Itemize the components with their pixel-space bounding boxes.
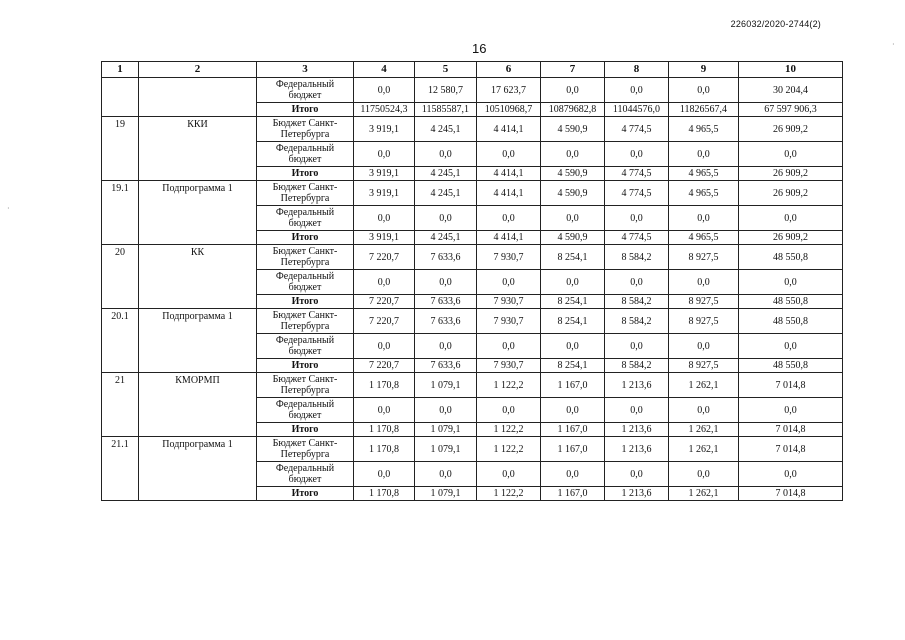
total-value-cell: 26 909,2: [739, 231, 843, 245]
year-value-cell: 0,0: [354, 142, 415, 167]
year-value-cell: 0,0: [415, 398, 477, 423]
year-value-cell: 8 584,2: [605, 359, 669, 373]
funding-source-cell: Бюджет Санкт-Петербурга: [257, 373, 354, 398]
funding-source-cell: Федеральный бюджет: [257, 206, 354, 231]
year-value-cell: 0,0: [669, 462, 739, 487]
document-code: 226032/2020-2744(2): [730, 19, 821, 29]
year-value-cell: 0,0: [354, 334, 415, 359]
funding-source-cell: Бюджет Санкт-Петербурга: [257, 245, 354, 270]
year-value-cell: 11044576,0: [605, 103, 669, 117]
year-value-cell: 0,0: [669, 270, 739, 295]
row-number-cell: 21.1: [102, 437, 139, 501]
year-value-cell: 1 170,8: [354, 437, 415, 462]
budget-table: [101, 61, 843, 501]
year-value-cell: 4 245,1: [415, 231, 477, 245]
year-value-cell: 0,0: [541, 334, 605, 359]
year-value-cell: 0,0: [415, 270, 477, 295]
year-value-cell: 7 633,6: [415, 295, 477, 309]
row-number-cell: 19.1: [102, 181, 139, 245]
funding-source-cell: Федеральный бюджет: [257, 270, 354, 295]
year-value-cell: 4 965,5: [669, 231, 739, 245]
row-number-cell: 20.1: [102, 309, 139, 373]
year-value-cell: 0,0: [605, 206, 669, 231]
total-value-cell: 48 550,8: [739, 245, 843, 270]
funding-source-cell: Федеральный бюджет: [257, 334, 354, 359]
year-value-cell: 0,0: [477, 142, 541, 167]
year-value-cell: 1 167,0: [541, 437, 605, 462]
column-number-row: [102, 62, 843, 78]
year-value-cell: 0,0: [477, 270, 541, 295]
page-number: 16: [472, 41, 487, 56]
year-value-cell: 8 254,1: [541, 295, 605, 309]
year-value-cell: 1 079,1: [415, 373, 477, 398]
year-value-cell: 8 254,1: [541, 359, 605, 373]
year-value-cell: 0,0: [541, 462, 605, 487]
year-value-cell: 1 079,1: [415, 437, 477, 462]
year-value-cell: 7 930,7: [477, 245, 541, 270]
table-row: [102, 309, 843, 334]
total-value-cell: 26 909,2: [739, 117, 843, 142]
total-value-cell: 7 014,8: [739, 423, 843, 437]
year-value-cell: 4 774,5: [605, 181, 669, 206]
year-value-cell: 3 919,1: [354, 181, 415, 206]
executor-name-cell: КК: [139, 245, 257, 309]
total-value-cell: 48 550,8: [739, 309, 843, 334]
table-body: [102, 78, 843, 501]
column-header: 2: [139, 62, 257, 78]
year-value-cell: 3 919,1: [354, 231, 415, 245]
year-value-cell: 0,0: [669, 398, 739, 423]
year-value-cell: 0,0: [541, 78, 605, 103]
year-value-cell: 4 590,9: [541, 117, 605, 142]
year-value-cell: 0,0: [415, 334, 477, 359]
executor-name-cell: КМОРМП: [139, 373, 257, 437]
year-value-cell: 0,0: [605, 462, 669, 487]
column-header: 7: [541, 62, 605, 78]
year-value-cell: 0,0: [605, 270, 669, 295]
year-value-cell: 0,0: [541, 206, 605, 231]
year-value-cell: 8 927,5: [669, 309, 739, 334]
year-value-cell: 1 262,1: [669, 373, 739, 398]
year-value-cell: 4 590,9: [541, 181, 605, 206]
year-value-cell: 0,0: [541, 270, 605, 295]
year-value-cell: 0,0: [354, 398, 415, 423]
year-value-cell: 11826567,4: [669, 103, 739, 117]
year-value-cell: 0,0: [669, 206, 739, 231]
year-value-cell: 8 584,2: [605, 245, 669, 270]
total-value-cell: 0,0: [739, 206, 843, 231]
year-value-cell: 1 167,0: [541, 373, 605, 398]
year-value-cell: 0,0: [605, 142, 669, 167]
year-value-cell: 0,0: [477, 462, 541, 487]
year-value-cell: 8 927,5: [669, 295, 739, 309]
funding-source-cell: Федеральный бюджет: [257, 78, 354, 103]
row-number-cell: 21: [102, 373, 139, 437]
executor-name-cell: ККИ: [139, 117, 257, 181]
year-value-cell: 4 774,5: [605, 167, 669, 181]
year-value-cell: 7 220,7: [354, 309, 415, 334]
total-value-cell: 0,0: [739, 270, 843, 295]
year-value-cell: 7 930,7: [477, 309, 541, 334]
funding-source-cell: Бюджет Санкт-Петербурга: [257, 181, 354, 206]
year-value-cell: 10879682,8: [541, 103, 605, 117]
year-value-cell: 7 930,7: [477, 359, 541, 373]
year-value-cell: 8 584,2: [605, 309, 669, 334]
total-value-cell: 48 550,8: [739, 359, 843, 373]
executor-name-cell: [139, 78, 257, 117]
scan-speck: ·: [892, 40, 895, 49]
year-value-cell: 7 930,7: [477, 295, 541, 309]
funding-source-cell: Федеральный бюджет: [257, 462, 354, 487]
year-value-cell: 8 254,1: [541, 309, 605, 334]
total-value-cell: 30 204,4: [739, 78, 843, 103]
year-value-cell: 1 079,1: [415, 423, 477, 437]
year-value-cell: 11750524,3: [354, 103, 415, 117]
funding-source-cell: Итого: [257, 359, 354, 373]
year-value-cell: 4 245,1: [415, 167, 477, 181]
funding-source-cell: Итого: [257, 167, 354, 181]
year-value-cell: 4 590,9: [541, 231, 605, 245]
year-value-cell: 4 774,5: [605, 231, 669, 245]
year-value-cell: 0,0: [669, 334, 739, 359]
year-value-cell: 4 774,5: [605, 117, 669, 142]
year-value-cell: 7 220,7: [354, 295, 415, 309]
year-value-cell: 1 170,8: [354, 373, 415, 398]
year-value-cell: 8 584,2: [605, 295, 669, 309]
total-value-cell: 48 550,8: [739, 295, 843, 309]
total-value-cell: 7 014,8: [739, 437, 843, 462]
year-value-cell: 1 262,1: [669, 487, 739, 501]
year-value-cell: 0,0: [477, 334, 541, 359]
year-value-cell: 1 170,8: [354, 487, 415, 501]
total-value-cell: 0,0: [739, 334, 843, 359]
row-number-cell: [102, 78, 139, 117]
column-header: 4: [354, 62, 415, 78]
column-header: 8: [605, 62, 669, 78]
total-value-cell: 26 909,2: [739, 167, 843, 181]
year-value-cell: 0,0: [541, 398, 605, 423]
year-value-cell: 0,0: [477, 206, 541, 231]
year-value-cell: 1 262,1: [669, 437, 739, 462]
funding-source-cell: Итого: [257, 231, 354, 245]
year-value-cell: 4 414,1: [477, 181, 541, 206]
year-value-cell: 7 220,7: [354, 245, 415, 270]
year-value-cell: 7 633,6: [415, 309, 477, 334]
year-value-cell: 4 590,9: [541, 167, 605, 181]
year-value-cell: 0,0: [605, 334, 669, 359]
year-value-cell: 1 213,6: [605, 487, 669, 501]
year-value-cell: 1 122,2: [477, 423, 541, 437]
year-value-cell: 0,0: [354, 270, 415, 295]
year-value-cell: 12 580,7: [415, 78, 477, 103]
year-value-cell: 0,0: [415, 462, 477, 487]
year-value-cell: 4 245,1: [415, 117, 477, 142]
year-value-cell: 8 927,5: [669, 359, 739, 373]
column-header: 5: [415, 62, 477, 78]
total-value-cell: 7 014,8: [739, 373, 843, 398]
row-number-cell: 20: [102, 245, 139, 309]
column-header: 10: [739, 62, 843, 78]
executor-name-cell: Подпрограмма 1: [139, 181, 257, 245]
table-row: [102, 373, 843, 398]
table-row: [102, 78, 843, 103]
funding-source-cell: Федеральный бюджет: [257, 142, 354, 167]
year-value-cell: 4 414,1: [477, 117, 541, 142]
year-value-cell: 0,0: [669, 78, 739, 103]
year-value-cell: 0,0: [541, 142, 605, 167]
year-value-cell: 4 245,1: [415, 181, 477, 206]
year-value-cell: 7 633,6: [415, 245, 477, 270]
year-value-cell: 8 254,1: [541, 245, 605, 270]
year-value-cell: 1 213,6: [605, 437, 669, 462]
year-value-cell: 1 122,2: [477, 437, 541, 462]
column-header: 3: [257, 62, 354, 78]
funding-source-cell: Итого: [257, 295, 354, 309]
column-header: 1: [102, 62, 139, 78]
total-value-cell: 67 597 906,3: [739, 103, 843, 117]
year-value-cell: 1 122,2: [477, 373, 541, 398]
funding-source-cell: Итого: [257, 103, 354, 117]
executor-name-cell: Подпрограмма 1: [139, 309, 257, 373]
year-value-cell: 3 919,1: [354, 117, 415, 142]
total-value-cell: 0,0: [739, 398, 843, 423]
total-value-cell: 0,0: [739, 462, 843, 487]
year-value-cell: 0,0: [415, 142, 477, 167]
year-value-cell: 1 122,2: [477, 487, 541, 501]
row-number-cell: 19: [102, 117, 139, 181]
year-value-cell: 1 262,1: [669, 423, 739, 437]
scan-speck: ·: [7, 204, 10, 213]
year-value-cell: 0,0: [354, 78, 415, 103]
year-value-cell: 4 965,5: [669, 117, 739, 142]
year-value-cell: 1 170,8: [354, 423, 415, 437]
year-value-cell: 4 414,1: [477, 167, 541, 181]
funding-source-cell: Бюджет Санкт-Петербурга: [257, 437, 354, 462]
column-header: 6: [477, 62, 541, 78]
table-row: [102, 245, 843, 270]
table-row: [102, 117, 843, 142]
year-value-cell: 0,0: [415, 206, 477, 231]
year-value-cell: 0,0: [669, 142, 739, 167]
year-value-cell: 4 414,1: [477, 231, 541, 245]
year-value-cell: 4 965,5: [669, 167, 739, 181]
year-value-cell: 7 633,6: [415, 359, 477, 373]
year-value-cell: 1 213,6: [605, 373, 669, 398]
year-value-cell: 8 927,5: [669, 245, 739, 270]
year-value-cell: 10510968,7: [477, 103, 541, 117]
funding-source-cell: Итого: [257, 487, 354, 501]
executor-name-cell: Подпрограмма 1: [139, 437, 257, 501]
year-value-cell: 0,0: [477, 398, 541, 423]
year-value-cell: 1 167,0: [541, 487, 605, 501]
year-value-cell: 17 623,7: [477, 78, 541, 103]
table-row: [102, 181, 843, 206]
year-value-cell: 0,0: [605, 398, 669, 423]
table-row: [102, 437, 843, 462]
total-value-cell: 7 014,8: [739, 487, 843, 501]
year-value-cell: 4 965,5: [669, 181, 739, 206]
funding-source-cell: Бюджет Санкт-Петербурга: [257, 117, 354, 142]
year-value-cell: 0,0: [354, 462, 415, 487]
total-value-cell: 0,0: [739, 142, 843, 167]
year-value-cell: 1 213,6: [605, 423, 669, 437]
funding-source-cell: Бюджет Санкт-Петербурга: [257, 309, 354, 334]
year-value-cell: 1 167,0: [541, 423, 605, 437]
year-value-cell: 1 079,1: [415, 487, 477, 501]
year-value-cell: 11585587,1: [415, 103, 477, 117]
column-header: 9: [669, 62, 739, 78]
year-value-cell: 0,0: [354, 206, 415, 231]
total-value-cell: 26 909,2: [739, 181, 843, 206]
funding-source-cell: Итого: [257, 423, 354, 437]
year-value-cell: 3 919,1: [354, 167, 415, 181]
funding-source-cell: Федеральный бюджет: [257, 398, 354, 423]
year-value-cell: 7 220,7: [354, 359, 415, 373]
year-value-cell: 0,0: [605, 78, 669, 103]
